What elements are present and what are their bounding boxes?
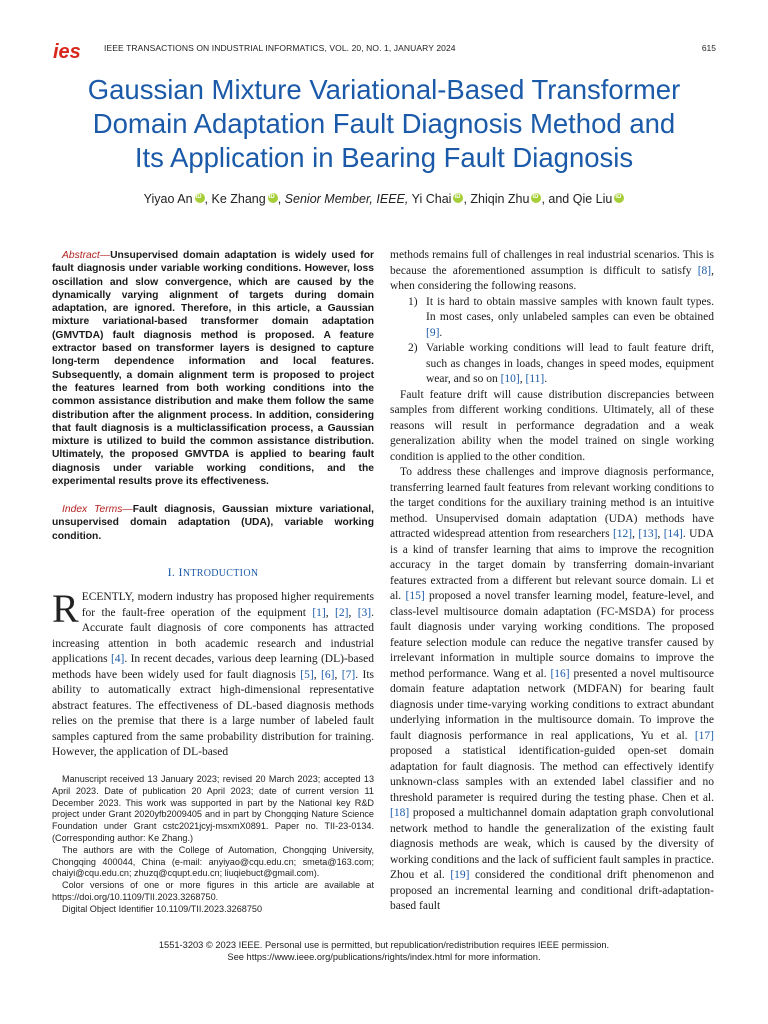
- list-number: 2): [408, 342, 418, 354]
- citation-link[interactable]: [18]: [390, 807, 410, 819]
- section-title-rest: NTRODUCTION: [182, 568, 259, 579]
- citation-link[interactable]: [2]: [335, 606, 349, 619]
- intro-text: . In recent decades, various deep learning (DL)-based methods have been widely used for fault diagnosis: [52, 653, 374, 681]
- title-line: Gaussian Mixture Variational-Based Transformer: [87, 74, 681, 105]
- orcid-icon[interactable]: [195, 193, 205, 203]
- citation-link[interactable]: [5]: [300, 668, 314, 681]
- paper-title: [40, 73, 728, 175]
- abstract-label: Abstract—: [62, 250, 111, 261]
- page-number: 615: [701, 43, 716, 53]
- rights-link[interactable]: See https://www.ieee.org/publications/rights/index.html for more information.: [227, 952, 541, 962]
- footnote: Digital Object Identifier 10.1109/TII.2023.3268750: [62, 903, 263, 914]
- citation-link[interactable]: [10]: [500, 373, 520, 385]
- footnote: Manuscript received 13 January 2023; revised 20 March 2023; accepted 13 April 2023. Date of publication 20 April 2023; date of current version 11 December 2023. This work was supported in part by the National key R&D project under Grant 2020yfb2009405 and in part by Chongqing Nature Science Foundation under Grant cstc2021jcyj-msxmX0891. Paper no. TII-23-0134. (Corresponding author: Ke Zhang.): [52, 774, 374, 843]
- body-text: To address these challenges and improve diagnosis performance, transferring learned fault features from relevant working conditions to the target conditions for the auxiliary training method is an intuitive method. Unsupervised domain adaptation (UDA) methods have attracted widespread attention from researchers: [390, 466, 714, 540]
- author-name[interactable]: Yiyao An: [143, 192, 193, 206]
- citation-link[interactable]: [16]: [550, 667, 570, 680]
- citation-link[interactable]: [17]: [694, 729, 714, 742]
- journal-name: IEEE TRANSACTIONS ON INDUSTRIAL INFORMATICS, VOL. 20, NO. 1, JANUARY 2024: [104, 43, 456, 53]
- citation-link[interactable]: [11]: [525, 373, 545, 385]
- title-line: Its Application in Bearing Fault Diagnosis: [134, 142, 634, 173]
- list-text: .: [439, 326, 443, 339]
- intro-paragraph: RECENTLY, modern industry has proposed higher requirements for the fault-free operation of the equipment [1], [2], [3]. Accurate fault diagnosis of core components has attracted increasing attention in both academic research and industrial applications [4]. In recent decades, various deep learning (DL)-based methods have been widely used for fault diagnosis [5], [6], [7]. Its ability to automatically extract high-dimensional representative abstract features. The effectiveness of DL-based diagnosis methods relies on the premise that there is a large number of labeled fault samples captured from the same probability distribution for training. However, the application of DL-based: [52, 586, 375, 758]
- body-text: presented a novel multisource domain feature adaptation network (MDFAN) for bearing fault diagnosis under time-varying working conditions to extract abundant underlying information in the multisource domain. To improve the fault diagnosis performance in real applications, Yu et al.: [390, 667, 714, 742]
- citation-link[interactable]: [3]: [357, 606, 372, 619]
- footnotes: [52, 774, 374, 916]
- list-number: 1): [408, 295, 418, 308]
- orcid-icon[interactable]: [268, 193, 278, 203]
- running-header: [52, 40, 716, 62]
- author-list: Yiyao AniD , Ke ZhangiD , Senior Member, IEEE, Yi ChaiiD , Zhiqin ZhuiD , and Qie LiuiD: [40, 192, 728, 206]
- intro-text: . Its ability to automatically extract high-dimensional representative abstract features. The effectiveness of DL-based diagnosis methods relies on the premise that there is a large number of labeled fault samples captured from the same probability distribution for training. However, the application of DL-based: [52, 668, 375, 758]
- body-text: , when considering the following reasons.: [390, 264, 714, 292]
- citation-link[interactable]: [1]: [312, 606, 326, 619]
- body-paragraph: To address these challenges and improve diagnosis performance, transferring learned fault features from relevant working conditions to the target conditions for the auxiliary training method is an intuitive method. Unsupervised domain adaptation (UDA) methods have attracted widespread attention from researchers [12], [13], [14]. UDA is a kind of transfer learning that aims to improve the recognition accuracy in the target domain by transferring domain-invariant features extracted from a different but relevant source domain. Li et al. [15] proposed a novel transfer learning model, feature-level, and class-level multisource domain adaptation (FC-MSDA) for process fault diagnosis under varying working conditions. The proposed feature selection module can reduce the negative transfer caused by irrelevant information in multiple source domains to improve the method performance. Wang et al. [16] presented a novel multisource domain feature adaptation network (MDFAN) for bearing fault diagnosis under time-varying working conditions to extract abundant underlying information in the multisource domain. To improve the fault diagnosis performance in real applications, Yu et al. [17] proposed a statistical identification-guided open-set domain adaptation for fault diagnosis. The method can effectively identify unknown-class samples with an extended label classifier and no threshold parameter is required during the testing phase. Chen et al. [18] proposed a multichannel domain adaptation graph convolutional network method to handle the generalization of the existing fault diagnosis methods are weak, which is caused by the diversity of working conditions and the lack of sufficient fault samples in practice. Zhou et al. [19] considered the conditional drift phenomenon and proposed an incremental learning and conditional drift-adaptation-based fault: [390, 466, 715, 912]
- orcid-icon[interactable]: [614, 193, 624, 203]
- body-text: considered the conditional drift phenomenon and proposed an incremental learning and conditional drift-adaptation-based fault: [390, 869, 714, 912]
- author-name[interactable]: Yi Chai: [411, 192, 452, 206]
- drop-cap: R: [52, 586, 79, 631]
- copyright-line: 1551-3203 © 2023 IEEE. Personal use is permitted, but republication/redistribution requires IEEE permission.: [158, 940, 610, 950]
- index-terms-text: Fault diagnosis, Gaussian mixture variational, unsupervised domain adaptation (UDA), variable working condition.: [52, 504, 374, 542]
- list-item: [408, 295, 714, 342]
- list-text: Variable working conditions will lead to fault feature drift, such as changes in loads, changes in speed modes, equipment wear, and so on: [426, 342, 714, 385]
- section-heading-introduction: [52, 565, 374, 580]
- list-text: .: [544, 373, 548, 385]
- list-item: 2) Variable working conditions will lead to fault feature drift, such as changes in loads, changes in speed modes, equipment wear, and so on [10], [11].: [408, 341, 714, 388]
- index-terms: [52, 503, 374, 543]
- citation-link[interactable]: [12]: [612, 528, 633, 540]
- body-paragraph: Fault feature drift will cause distribution discrepancies between samples from different working conditions. Ultimately, all of these reasons will result in performance degradation and a weak generalization ability when the model trained on single working condition is applied to the other condition.: [390, 388, 714, 463]
- citation-link[interactable]: [14]: [663, 528, 683, 540]
- author-name[interactable]: Ke Zhang: [211, 192, 266, 206]
- ies-logo: [52, 40, 88, 62]
- author-role: Senior Member, IEEE,: [284, 192, 409, 206]
- index-terms-label: Index Terms—: [62, 504, 133, 515]
- copyright-footer: [40, 939, 728, 963]
- title-line: Domain Adaptation Fault Diagnosis Method and: [92, 108, 676, 139]
- citation-link[interactable]: [15]: [405, 590, 425, 602]
- intro-text: ECENTLY, modern industry has proposed higher requirements for the fault-free operation of the equipment: [81, 591, 374, 619]
- citation-link[interactable]: [13]: [638, 528, 658, 540]
- body-text: methods remains full of challenges in real industrial scenarios. This is because the aforementioned assumption is difficult to satisfy: [390, 249, 714, 277]
- citation-link[interactable]: [7]: [341, 668, 356, 681]
- body-text: proposed a multichannel domain adaptation graph convolutional network method to handle the generalization of the existing fault diagnosis methods are weak, which is caused by the diversity of working conditions and the lack of sufficient fault samples in practice. Zhou et al.: [390, 807, 714, 881]
- author-name[interactable]: Zhiqin Zhu: [470, 192, 530, 206]
- orcid-icon[interactable]: [531, 193, 541, 203]
- right-column-text: [390, 248, 714, 915]
- section-numeral: I.: [167, 565, 176, 579]
- author-name[interactable]: and Qie Liu: [548, 192, 613, 206]
- abstract: [52, 249, 374, 488]
- body-text: . UDA is a kind of transfer learning that aims to improve the recognition accuracy in the target domain by transferring domain-invariant features extracted from a different but relevant source domain. Li et al.: [390, 528, 715, 602]
- intro-text: . Accurate fault diagnosis of core components has attracted increasing attention in both academic research and industrial applications: [52, 606, 375, 665]
- citation-link[interactable]: [9]: [426, 326, 440, 339]
- orcid-icon[interactable]: [453, 193, 463, 203]
- body-text: proposed a statistical identification-guided open-set domain adaptation for fault diagnosis. The method can effectively identify unknown-class samples with an extended label classifier and no threshold parameter is required during the testing phase. Chen et al.: [390, 745, 714, 804]
- citation-link[interactable]: [4]: [110, 653, 125, 665]
- section-title-first: I: [178, 565, 183, 579]
- citation-link[interactable]: [19]: [450, 869, 470, 881]
- list-text: It is hard to obtain massive samples with known fault types. In most cases, only unlabeled samples can even be obtained: [426, 295, 714, 323]
- body-text: proposed a novel transfer learning model, feature-level, and class-level multisource domain adaptation (FC-MSDA) for process fault diagnosis under varying working conditions. The proposed feature selection module can reduce the negative transfer caused by irrelevant information in multiple source domains to improve the method performance. Wang et al.: [390, 590, 714, 680]
- footnote: The authors are with the College of Automation, Chongqing University, Chongqing 400044, China (e-mail: anyiyao@cqu.edu.cn; smeta@163.com; chaiyi@cqu.edu.cn; zhuzq@cqupt.edu.cn; liuqiebuct@gmail.com).: [52, 844, 374, 879]
- svg-text:ies: ies: [53, 41, 81, 62]
- citation-link[interactable]: [6]: [321, 668, 335, 681]
- citation-link[interactable]: [8]: [697, 264, 712, 277]
- footnote: Color versions of one or more figures in this article are available at https://doi.org/10.1109/TII.2023.3268750.: [52, 880, 374, 902]
- abstract-text: Unsupervised domain adaptation is widely used for fault diagnosis under variable working conditions. However, loss oscillation and slow convergence, which are caused by the dynamically varying alignment of targets during domain adaptation, are ignored. Therefore, in this article, a Gaussian mixture variational-based transformer domain adaptation (GMVTDA) fault diagnosis method is proposed. A feature extractor based on transformer layers is designed to capture long-term dependence information and local features. Subsequently, a domain alignment term is proposed to project the features learned from both working conditions into the common assistance distribution and make them follow the same distribution after the alignment process. In addition, considering that fault diagnosis is a multiclassification process, a Gaussian mixture is utilized to build the common assistance distribution. Ultimately, the proposed GMVTDA is applied to bearing fault diagnosis under variable working conditions, and the experimental results prove its effectiveness.: [52, 250, 374, 488]
